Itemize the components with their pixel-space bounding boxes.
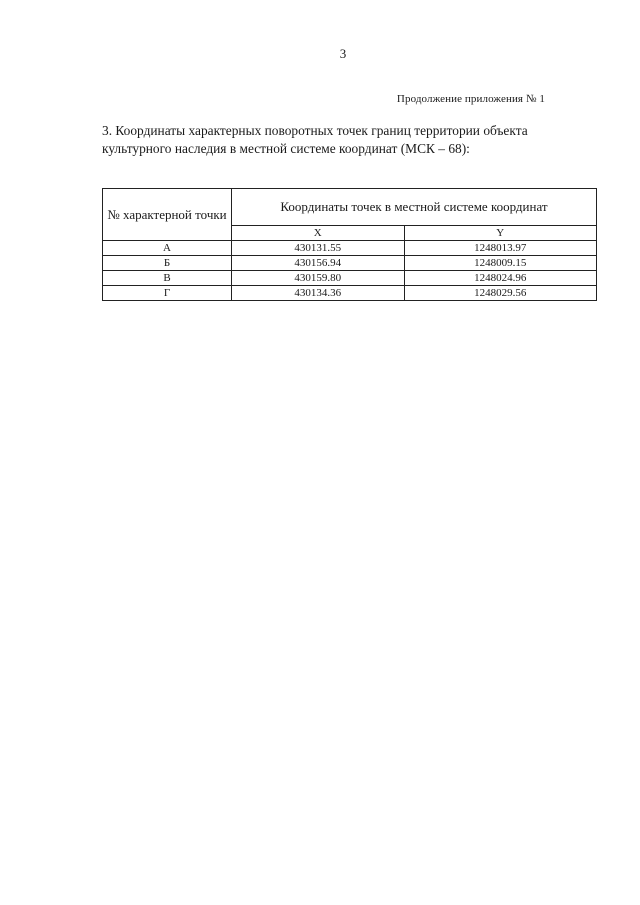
point-number-header: № характерной точки bbox=[103, 189, 232, 241]
page-number: 3 bbox=[339, 46, 347, 61]
coordinates-group-header: Координаты точек в местной системе координат bbox=[232, 189, 597, 226]
x-value: 430134.36 bbox=[232, 286, 405, 301]
point-name: А bbox=[103, 241, 232, 256]
x-value: 430159.80 bbox=[232, 271, 405, 286]
point-name: Б bbox=[103, 256, 232, 271]
appendix-continuation-label: Продолжение приложения № 1 bbox=[396, 93, 545, 105]
x-value: 430156.94 bbox=[232, 256, 405, 271]
y-value: 1248009.15 bbox=[404, 256, 596, 271]
coordinates-table bbox=[102, 188, 597, 301]
point-name: Г bbox=[103, 286, 232, 301]
table-row bbox=[103, 256, 597, 271]
table-row bbox=[103, 286, 597, 301]
x-value: 430131.55 bbox=[232, 241, 405, 256]
point-name: В bbox=[103, 271, 232, 286]
table-row bbox=[103, 271, 597, 286]
section-heading: 3. Координаты характерных поворотных точек границ территории объекта культурного наследия в местной системе координат (МСК – 68): bbox=[102, 123, 528, 156]
y-axis-header: Y bbox=[404, 226, 596, 241]
y-value: 1248029.56 bbox=[404, 286, 596, 301]
table-row bbox=[103, 241, 597, 256]
x-axis-header: X bbox=[232, 226, 405, 241]
y-value: 1248013.97 bbox=[404, 241, 596, 256]
y-value: 1248024.96 bbox=[404, 271, 596, 286]
